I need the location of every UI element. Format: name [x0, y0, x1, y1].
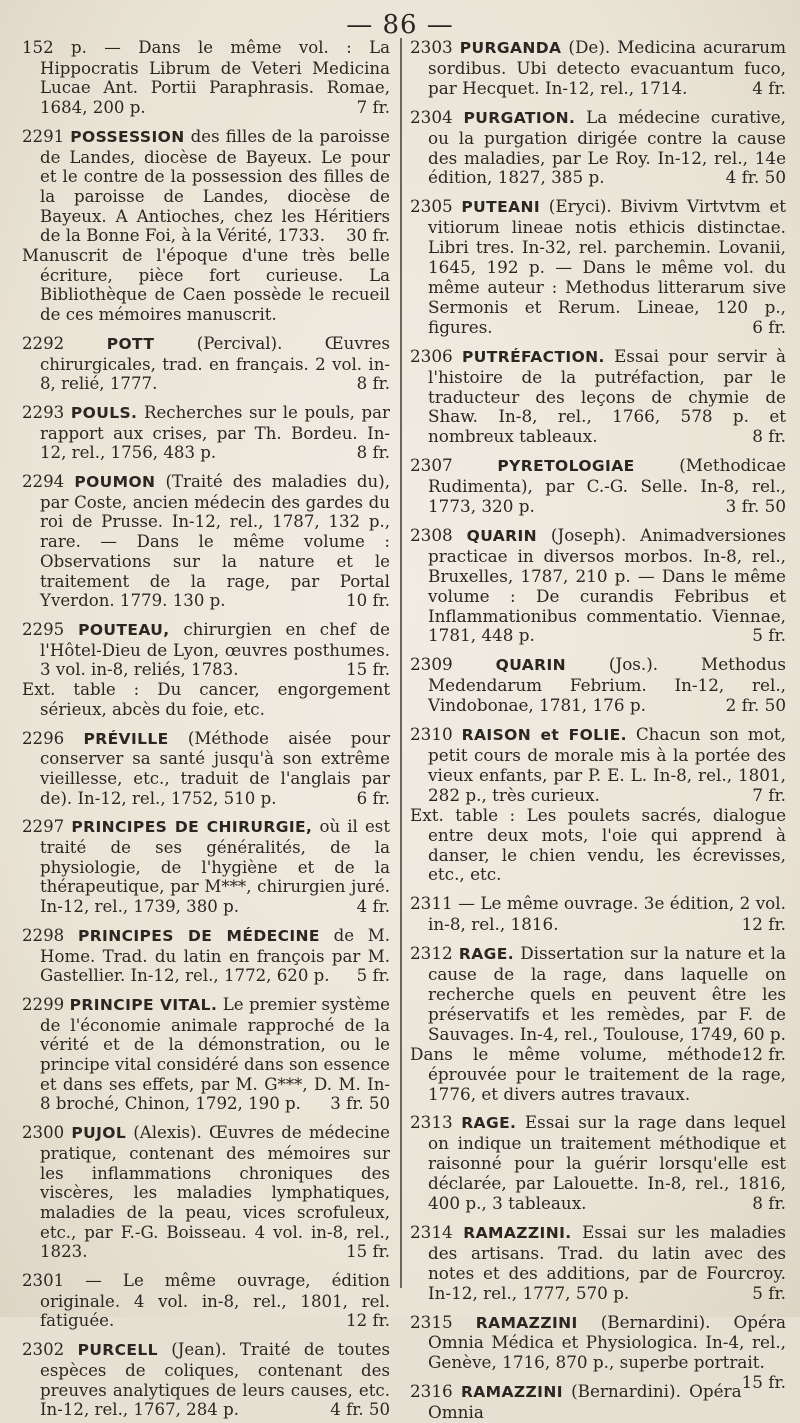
entry-heading: PUTRÉFACTION. [462, 347, 605, 366]
entry-number: 2293 [22, 402, 65, 422]
entry-heading: POUTEAU, [78, 620, 170, 639]
entry-number: 2314 [410, 1221, 453, 1242]
catalogue-entry [410, 894, 786, 935]
entry-number: 2316 [410, 1381, 453, 1402]
entry-description: des filles de la paroisse de Landes, diocèse de Bayeux. Le pour et le contre de la possession des filles de la paroisse de Landes, diocèse de Bayeux. A Antioches, chez les Héritiers de la Bonne Foi, à la Vérité, 1733. [40, 126, 390, 246]
entry-heading: PURGATION. [463, 108, 576, 127]
entry-note: Ext. table : Du cancer, engorgement sérieux, abcès du foie, etc. [22, 680, 390, 719]
entry-price: 7 fr. [752, 784, 786, 805]
entry-number: 2306 [410, 345, 453, 366]
entry-number: 152 [22, 38, 54, 57]
entry-price: 10 fr. [346, 591, 390, 611]
entry-number: 2296 [22, 728, 65, 748]
entry-description: (De). Medicina acurarum sordibus. Ubi detecto evacuantum fuco, par Hecquet. In-12, rel., 1714. [428, 37, 786, 98]
entry-description: — Le même ouvrage, édition originale. 4 vol. in-8, rel., 1801, rel. fatiguée. [40, 1271, 390, 1331]
entry-price: 15 fr. [741, 1372, 786, 1393]
entry-description: Essai sur la rage dans lequel on indique un traitement méthodique et raisonné pour la guérir lorsqu'elle est déclarée, par Lalouette. In-8, rel., 1816, 400 p., 3 tableaux. [428, 1112, 786, 1214]
entry-price: 4 fr. 50 [330, 1400, 390, 1420]
entry-number: 2310 [410, 724, 453, 745]
entry-description: (Eryci). Bivivm Virtvtvm et vitiorum lineae notis ethicis distinctae. Libri tres. In-32, rel. parchemin. Lovanii, 1645, 192 p. — Dans le même vol. du même auteur : Methodus litterarum sive Sermonis et Rerum. Lineae, 120 p., figures. [428, 196, 786, 337]
catalogue-entry [410, 725, 786, 885]
entry-description: (Traité des maladies du), par Coste, ancien médecin des gardes du roi de Prusse. In-12, rel., 1787, 132 p., rare. — Dans le même volume : Observations sur la nature et le traitement de la rage, par Portal Yverdon. 1779. 130 p. [40, 472, 390, 611]
catalogue-entry [410, 38, 786, 99]
entry-heading: PRINCIPES DE MÉDECINE [77, 926, 320, 945]
entry-description: Recherches sur le pouls, par rapport aux crises, par Th. Bordeu. In-12, rel., 1756, 483 p. [40, 402, 390, 463]
entry-heading: POTT [106, 334, 155, 353]
entry-number: 2313 [410, 1112, 453, 1133]
entry-heading: PYRETOLOGIAE [497, 457, 635, 476]
entry-price: 8 fr. [356, 374, 390, 394]
entry-number: 2292 [22, 333, 65, 353]
entry-price: 3 fr. 50 [330, 1094, 390, 1114]
entry-number: 2308 [410, 524, 453, 545]
entry-price: 3 fr. 50 [725, 496, 786, 517]
entry-note: Manuscrit de l'époque d'une très belle écriture, pièce fort curieuse. La Bibliothèque de Caen possède le recueil de ces mémoires manuscrit. [22, 246, 390, 325]
entry-note: Ext. table : Les poulets sacrés, dialogue entre deux mots, l'oie qui apprend à danser, le chien vendu, les écrevisses, etc., etc. [410, 804, 786, 885]
entry-price: 5 fr. [752, 625, 786, 646]
entry-note: Dans le même volume, méthode éprouvée pour le traitement de la rage, 1776, et divers autres travaux. [410, 1043, 786, 1104]
page-number: — 86 — [346, 10, 454, 40]
entry-price: 4 fr. 50 [725, 167, 786, 188]
entry-price: 12 fr. [741, 914, 786, 935]
entry-description: (Bernardini). Opéra Omnia [428, 1381, 742, 1423]
catalogue-entry [22, 1340, 390, 1420]
catalogue-entry [410, 1223, 786, 1304]
catalogue-entry [22, 729, 390, 809]
entry-heading: POUMON [74, 473, 156, 492]
catalogue-entry [22, 995, 390, 1114]
entry-price: 12 fr. [346, 1311, 390, 1331]
entry-number: 2300 [22, 1123, 65, 1143]
entry-description: (Joseph). Animadversiones practicae in diversos morbos. In-8, rel., Bruxelles, 1787, 210 p. — Dans le même volume : De curandis Febribus et Inflammationibus commentatio. Viennae, 1781, 448 p. [428, 524, 787, 646]
catalogue-entry [410, 1113, 786, 1214]
catalogue-entry [22, 1123, 390, 1262]
entry-price: 8 fr. [356, 443, 390, 463]
entry-heading: RAGE. [461, 1114, 517, 1133]
entry-price: 6 fr. [356, 788, 390, 808]
entry-price: 12 fr. [741, 1043, 786, 1064]
catalogue-entry [22, 472, 390, 611]
entry-heading: QUARIN [495, 656, 566, 675]
entry-description: (Jean). Traité de toutes espèces de coliques, contenant des preuves analytiques de leurs causes, etc. In-12, rel., 1767, 284 p. [40, 1340, 390, 1420]
entry-number: 2301 [22, 1271, 65, 1291]
catalogue-entry [410, 1382, 786, 1423]
entry-number: 2311 [410, 893, 453, 914]
entry-description: (Percival). Œuvres chirurgicales, trad. en français. 2 vol. in-8, relié, 1777. [40, 333, 390, 394]
entry-number: 2307 [410, 455, 453, 476]
entry-heading: RAMAZZINI [460, 1383, 563, 1402]
entry-description: (Methodicae Rudimenta), par C.-G. Selle. In-8, rel., 1773, 320 p. [428, 455, 786, 517]
entry-heading: RAGE. [458, 945, 515, 964]
entry-description: (Alexis). Œuvres de médecine pratique, contenant des mémoires sur les inflammations chroniques des viscères, les maladies lymphatiques, maladies de la peau, vices scrofuleux, etc., par F.-G. Boisseau. 4 vol. in-8, rel., 1823. [40, 1123, 390, 1262]
left-column [14, 38, 391, 1420]
catalogue-entry [22, 1271, 390, 1331]
catalogue-entry [22, 334, 390, 394]
entry-description: p. — Dans le même vol. : La Hippocratis Librum de Veteri Medicina Lucae Ant. Portii Paraphrasis. Romae, 1684, 200 p. [40, 38, 390, 118]
entry-description: Essai sur les maladies des artisans. Trad. du latin avec des notes et des additions, par de Fourcroy. In-12, rel., 1777, 570 p. [428, 1221, 786, 1303]
entry-number: 2299 [22, 994, 65, 1014]
catalogue-entry [410, 197, 786, 337]
catalogue-entry [22, 38, 390, 118]
catalogue-entry [22, 926, 390, 986]
catalogue-entry [22, 620, 390, 720]
entry-description: (Bernardini). Opéra Omnia Médica et Physiologica. In-4, rel., Genève, 1716, 870 p., superbe portrait. [428, 1311, 786, 1373]
entry-heading: PRINCIPE VITAL. [69, 995, 218, 1014]
entry-price: 30 fr. [346, 226, 390, 246]
entry-price: 15 fr. [346, 660, 390, 680]
catalogue-entry [22, 817, 390, 917]
entry-number: 2298 [22, 925, 65, 945]
entry-heading: POSSESSION [70, 127, 185, 146]
entry-heading: PUJOL [71, 1124, 127, 1143]
entry-heading: PRINCIPES DE CHIRURGIE, [71, 818, 313, 837]
entry-price: 7 fr. [356, 98, 390, 118]
entry-description: La médecine curative, ou la purgation dirigée contre la cause des maladies, par Le Roy. In-12, rel., 14e édition, 1827, 385 p. [428, 106, 786, 188]
entry-description: Le premier système de l'économie animale rapproché de la vérité et de la démonstration, ou le principe vital considéré dans son essence et dans ses effets, par M. G***, D. M. In-8 broché, Chinon, 1792, 190 p. [40, 994, 391, 1114]
entry-description: Essai pour servir à l'histoire de la putréfaction, par le traducteur des leçons de chymie de Shaw. In-8, rel., 1766, 578 p. et nombreux tableaux. [428, 345, 786, 447]
catalogue-entry [410, 108, 786, 189]
entry-number: 2297 [22, 817, 65, 837]
entry-price: 6 fr. [752, 316, 786, 337]
entry-heading: PRÉVILLE [83, 729, 169, 748]
catalogue-entry [410, 655, 786, 716]
entry-description: — Le même ouvrage. 3e édition, 2 vol. in-8, rel., 1816. [428, 893, 786, 935]
entry-heading: RAMAZZINI [475, 1313, 578, 1332]
entry-price: 4 fr. [752, 77, 786, 98]
entry-number: 2295 [22, 619, 65, 639]
entry-number: 2304 [410, 106, 453, 127]
catalogue-entry [410, 944, 786, 1104]
entry-number: 2309 [410, 654, 453, 675]
entry-heading: POULS. [70, 403, 138, 422]
catalogue-entry [410, 526, 786, 646]
entry-price: 2 fr. 50 [725, 695, 786, 716]
entry-heading: PUTEANI [461, 198, 541, 217]
entry-heading: RAISON et FOLIE. [461, 726, 627, 745]
entry-number: 2315 [410, 1311, 453, 1332]
entry-price: 15 fr. [346, 1242, 390, 1262]
entry-description: (Méthode aisée pour conserver sa santé jusqu'à son extrême vieillesse, etc., traduit de l'anglais par de). In-12, rel., 1752, 510 p. [40, 728, 391, 808]
entry-price: 8 fr. [752, 426, 786, 447]
entry-number: 2312 [410, 943, 453, 964]
entry-number: 2294 [22, 472, 65, 492]
catalogue-entry [22, 403, 390, 463]
entry-number: 2291 [22, 126, 65, 146]
entry-description: Dissertation sur la nature et la cause de la rage, dans laquelle on recherche quels en peuvent être les préservatifs et les remèdes, par F. de Sauvages. In-4, rel., Toulouse, 1749, 60 p. [428, 943, 786, 1044]
entry-heading: PURCELL [77, 1341, 158, 1360]
catalogue-entry [22, 127, 390, 325]
entry-price: 5 fr. [752, 1282, 786, 1303]
two-column-layout [14, 37, 787, 1423]
entry-description: où il est traité de ses généralités, de la physiologie, de l'hygiène et de la thérapeutique, par M***, chirurgien juré. In-12, rel., 1739, 380 p. [40, 817, 390, 917]
entry-number: 2305 [410, 196, 453, 217]
entry-description: de M. Home. Trad. du latin en françois par M. Gastellier. In-12, rel., 1772, 620 p. [40, 925, 390, 986]
catalogue-entry [410, 347, 786, 448]
entry-heading: PURGANDA [459, 39, 562, 57]
right-column [400, 37, 787, 1423]
entry-description: Chacun son mot, petit cours de morale mis à la portée des vieux enfants, par P. E. L. In-8, rel., 1801, 282 p., très curieux. [428, 724, 787, 805]
entry-price: 4 fr. [356, 897, 390, 917]
entry-number: 2303 [410, 37, 453, 57]
entry-description: chirurgien en chef de l'Hôtel-Dieu de Lyon, œuvres posthumes. 3 vol. in-8, reliés, 1783. [40, 619, 390, 680]
entry-number: 2302 [22, 1340, 65, 1360]
entry-heading: QUARIN [466, 526, 537, 545]
catalogue-entry [410, 456, 786, 517]
entry-description: (Jos.). Methodus Medendarum Febrium. In-12, rel., Vindobonae, 1781, 176 p. [428, 654, 786, 716]
entry-price: 5 fr. [356, 966, 390, 986]
entry-price: 8 fr. [752, 1193, 786, 1214]
entry-heading: RAMAZZINI. [463, 1223, 572, 1242]
